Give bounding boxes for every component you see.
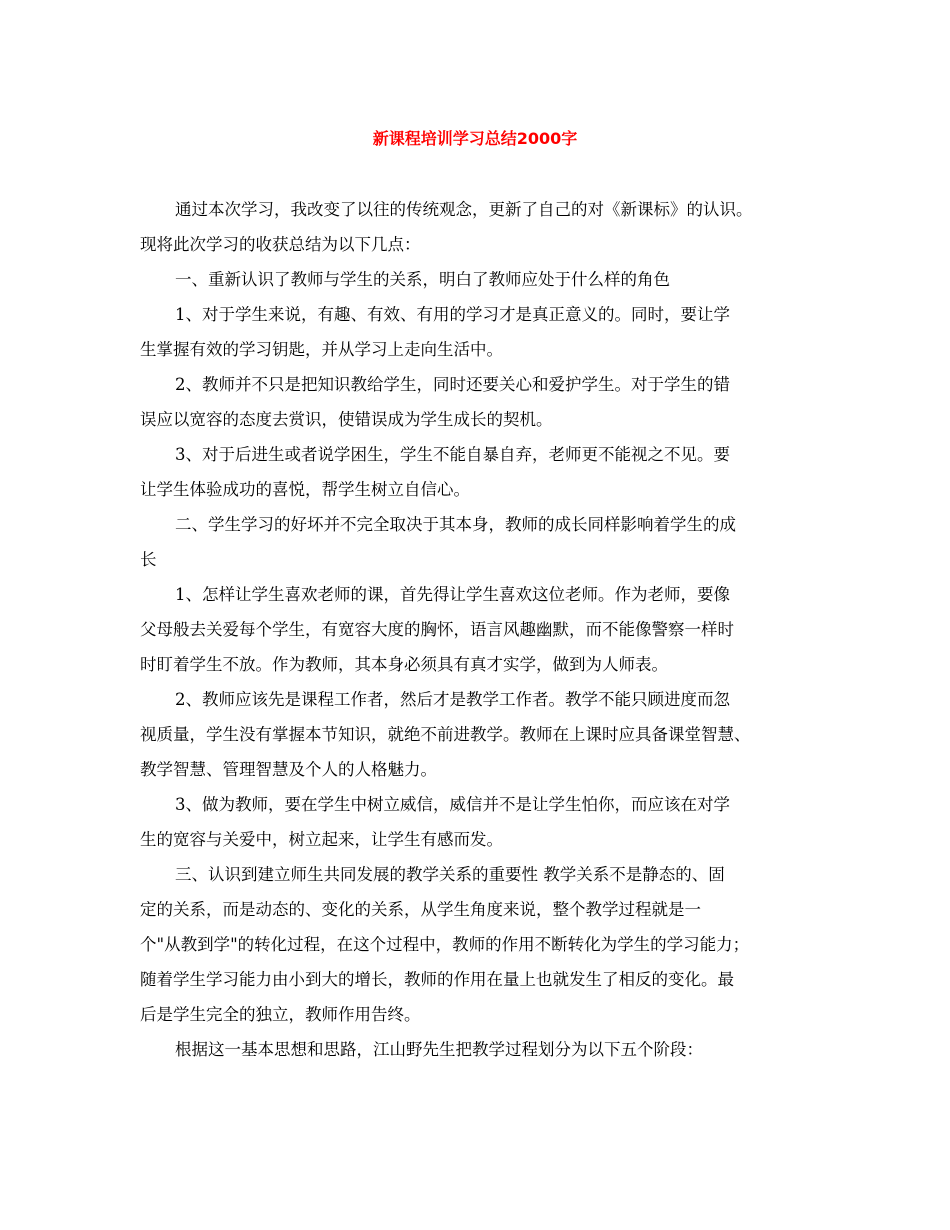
text-line: 生的宽容与关爱中，树立起来，让学生有感而发。	[140, 830, 503, 849]
text-line: 现将此次学习的收获总结为以下几点：	[140, 235, 421, 254]
text-line: 3、对于后进生或者说学困生，学生不能自暴自弃，老师更不能视之不见。要	[175, 445, 730, 464]
text-line: 长	[140, 550, 157, 569]
text-line: 1、对于学生来说，有趣、有效、有用的学习才是真正意义的。同时，要让学	[175, 305, 730, 324]
text-line: 个"从教到学"的转化过程，在这个过程中，教师的作用不断转化为学生的学习能力；	[140, 935, 750, 954]
text-line: 一、重新认识了教师与学生的关系，明白了教师应处于什么样的角色	[175, 270, 670, 289]
text-line: 后是学生完全的独立，教师作用告终。	[140, 1005, 421, 1024]
text-line: 通过本次学习，我改变了以往的传统观念，更新了自己的对《新课标》的认识。	[175, 200, 753, 219]
text-line: 视质量，学生没有掌握本节知识，就绝不前进教学。教师在上课时应具备课堂智慧、	[140, 725, 751, 744]
text-line: 2、教师应该先是课程工作者，然后才是教学工作者。教学不能只顾进度而忽	[175, 690, 730, 709]
text-line: 三、认识到建立师生共同发展的教学关系的重要性 教学关系不是静态的、固	[175, 865, 725, 884]
text-line: 1、怎样让学生喜欢老师的课，首先得让学生喜欢这位老师。作为老师，要像	[175, 585, 730, 604]
text-line: 定的关系，而是动态的、变化的关系，从学生角度来说，整个教学过程就是一	[140, 900, 701, 919]
text-line: 生掌握有效的学习钥匙，并从学习上走向生活中。	[140, 340, 503, 359]
text-line: 随着学生学习能力由小到大的增长，教师的作用在量上也就发生了相反的变化。最	[140, 970, 734, 989]
text-line: 误应以宽容的态度去赏识，使错误成为学生成长的契机。	[140, 410, 553, 429]
text-line: 时盯着学生不放。作为教师，其本身必须具有真才实学，做到为人师表。	[140, 655, 668, 674]
text-line: 父母般去关爱每个学生，有宽容大度的胸怀，语言风趣幽默，而不能像警察一样时	[140, 620, 734, 639]
document-title: 新课程培训学习总结2000字	[372, 129, 578, 148]
text-line: 2、教师并不只是把知识教给学生，同时还要关心和爱护学生。对于学生的错	[175, 375, 730, 394]
text-line: 让学生体验成功的喜悦，帮学生树立自信心。	[140, 480, 470, 499]
text-line: 教学智慧、管理智慧及个人的人格魅力。	[140, 760, 437, 779]
document-body	[140, 192, 840, 1067]
text-line: 根据这一基本思想和思路，江山野先生把教学过程划分为以下五个阶段：	[175, 1040, 703, 1059]
text-line: 二、学生学习的好坏并不完全取决于其本身，教师的成长同样影响着学生的成	[175, 515, 736, 534]
text-line: 3、做为教师，要在学生中树立威信，威信并不是让学生怕你，而应该在对学	[175, 795, 730, 814]
